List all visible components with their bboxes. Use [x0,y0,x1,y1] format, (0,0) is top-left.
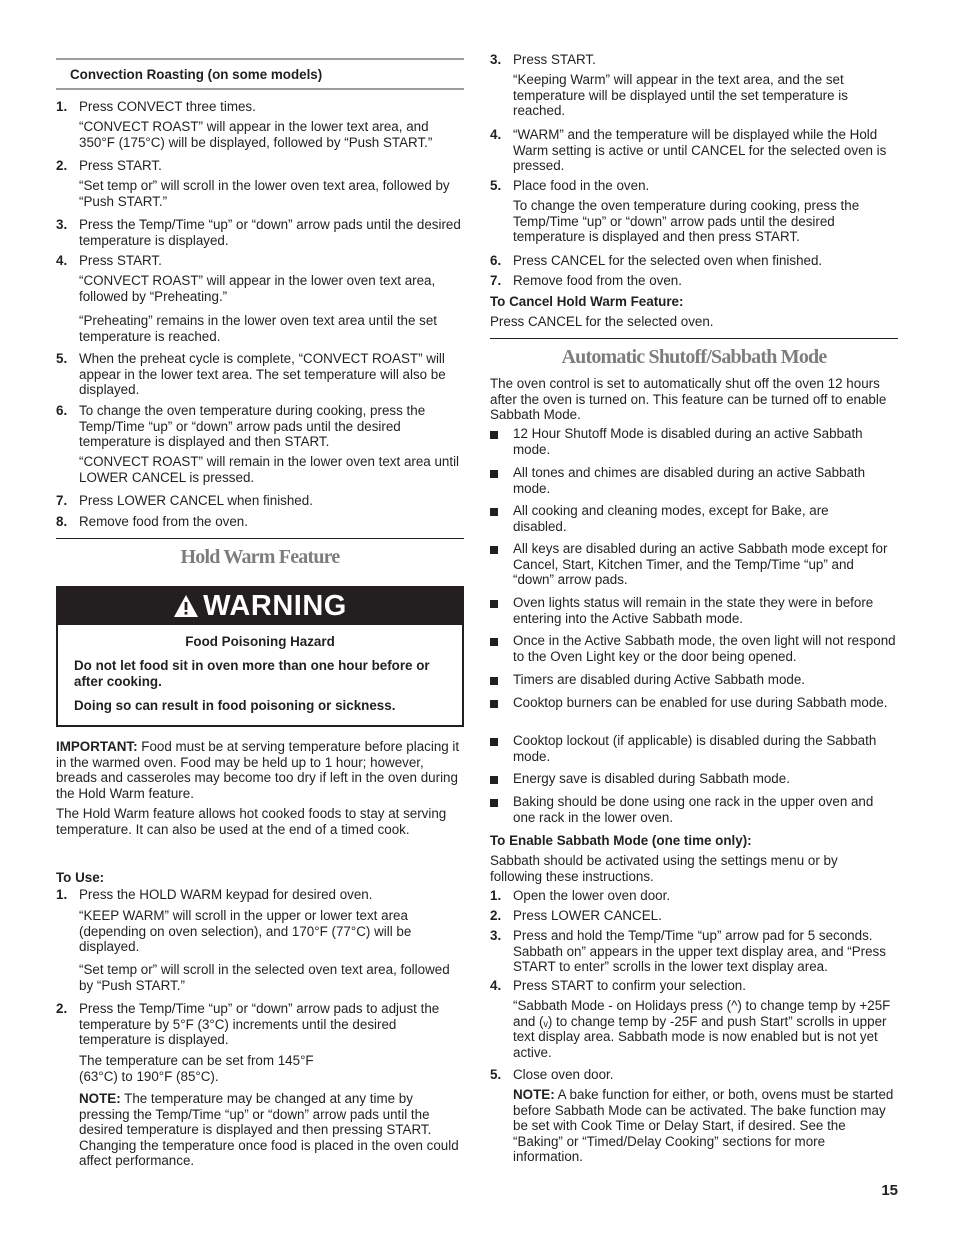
enable-heading: To Enable Sabbath Mode (one time only): [490,833,752,848]
bullet-square-icon [490,638,498,646]
heading-rule-bottom [56,88,464,90]
bullet-square-icon [490,799,498,807]
bullet-square-icon [490,677,498,685]
bullet-square-icon [490,738,498,746]
important-paragraph: IMPORTANT: Food must be at serving temperature before placing it in the warmed oven. Food may be held up to 1 hour; however, breads and casseroles may become too dry if left in the oven during the Hold Warm feature. [56,739,460,801]
bullet-square-icon [490,600,498,608]
section-divider [56,538,464,539]
sabbath-final-note: NOTE: A bake function for either, or both, ovens must be started before Sabbath Mode can be activated. The bake function may be set with Cook Time or Delay Start, if desired. See the “Baking” or “Timed/Delay Cooking” sections for more information. [513,1087,894,1165]
warning-banner [58,588,462,625]
cancel-text: Press CANCEL for the selected oven. [490,314,714,329]
warning-line-2: Doing so can result in food poisoning or sickness. [74,698,396,713]
page-number: 15 [881,1182,898,1199]
warning-line-1: Do not let food sit in oven more than one hour before or after cooking. [74,658,430,689]
warning-hazard: Food Poisoning Hazard [185,634,335,649]
bullet-square-icon [490,508,498,516]
heading-rule-top [56,58,464,60]
warning-title: WARNING [203,590,347,622]
bullet-square-icon [490,776,498,784]
bullet-square-icon [490,431,498,439]
bullet-square-icon [490,470,498,478]
to-use-heading: To Use: [56,870,105,885]
cancel-heading: To Cancel Hold Warm Feature: [490,294,684,309]
hold-warm-heading: Hold Warm Feature [180,546,340,568]
hold-warm-note: NOTE: The temperature may be changed at any time by pressing the Temp/Time “up” or “down” arrow pads until the desired temperature is displayed and then pressing START. Changing the temperature once food is placed in the oven could affect performance. [79,1091,459,1169]
enable-intro: Sabbath should be activated using the settings menu or by following these instructions. [490,853,838,884]
sabbath-intro: The oven control is set to automatically shut off the oven 12 hours after the oven is turned on. This feature can be turned off to enable Sabbath Mode. [490,376,887,423]
bullet-square-icon [490,700,498,708]
warning-box [56,586,464,727]
hold-warm-description: The Hold Warm feature allows hot cooked foods to stay at serving temperature. It can also be used at the end of a timed cook. [56,806,447,837]
bullet-square-icon [490,546,498,554]
sabbath-heading: Automatic Shutoff/Sabbath Mode [561,346,827,368]
convect-heading: Convection Roasting (on some models) [70,67,323,82]
warning-triangle-icon [173,594,199,618]
section-divider [490,338,898,339]
